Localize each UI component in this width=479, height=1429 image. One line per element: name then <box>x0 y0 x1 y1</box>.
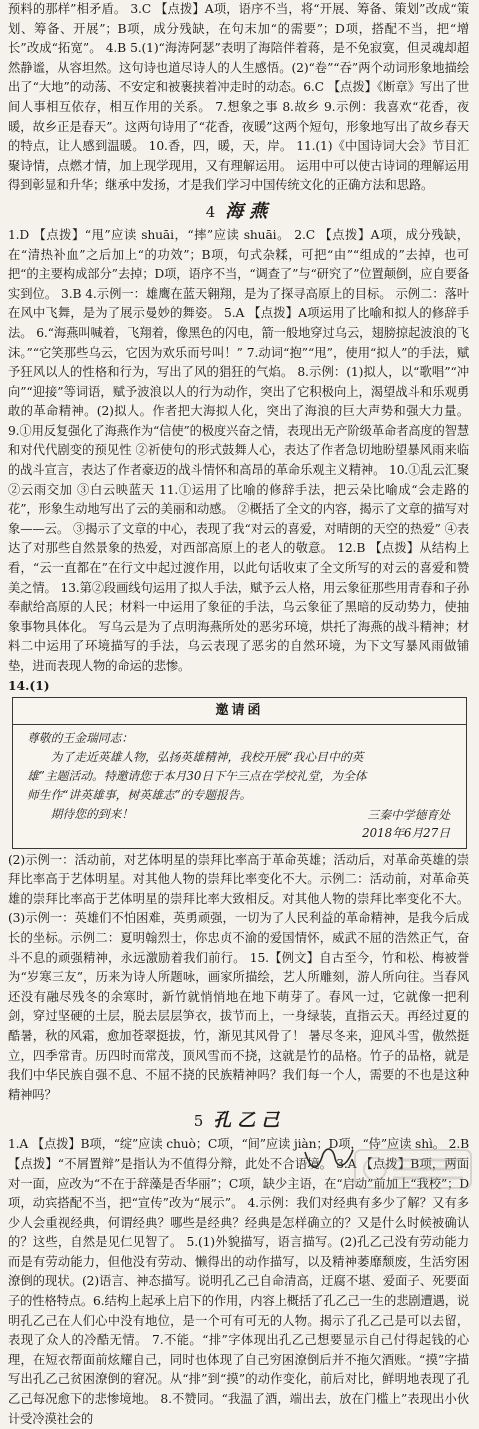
invitation-body-line-1: 为了走近英雄人物，弘扬英雄精神，我校开展“我心目中的英 <box>50 749 364 764</box>
section4-answers-part2: (2)示例一：活动前，对艺体明星的崇拜比率高于革命英雄；活动后，对革命英雄的崇拜比率高于艺体明星。对其他人物的崇拜比率变化不大。示例二：活动前，对革命英雄的崇拜比率高于艺体明星的崇拜比率大致相反。对其他人物的崇拜比率变化不大。(3)示例一：英雄们不怕困难，英勇顽强，一切为了人民利益的革命精神，是我今后成长的坐标。示例二：夏明翰烈士，你忠贞不渝的爱国情怀，威武不屈的浩然正气，奋斗不息的顽强精神，永远激励着我们前行。 15.【例文】自古至今，竹和松、梅被誉为“岁寒三友”，历来为诗人所题咏，画家所描绘，艺人所雕刻，游人所向往。当春风还没有融尽残冬的余寒时，新竹就悄悄地在地下萌芽了。春风一过，它就像一把利剑，穿过坚硬的土层，脱去层层笋衣，拔节而上，一身绿装，直指云天。再经过夏的酷暑，秋的风霜，愈加苍翠挺拔，竹，渐见其风骨了！ 暑尽冬来，迎风斗雪，傲然挺立，四季常青。历四时而常茂，顶风雪而不挠，这就是竹的品格。竹子的品格，就是我们中华民族自强不息、不屈不挠的民族精神吗？我们每一个人，需要的不也是这种精神吗？ <box>8 852 469 1102</box>
invitation-body-line-2: 雄”主题活动。特邀请您于本月30日下午三点在学校礼堂，为全体 <box>27 768 367 783</box>
watermark-logo-icon <box>353 1146 473 1192</box>
invitation-body-line-3: 师生作“讲英雄事，树英雄志”的专题报告。 <box>27 787 252 802</box>
invitation-closing: 期待您的到来！ <box>50 806 134 821</box>
question-14-label: 14.(1) <box>8 677 50 693</box>
section4-number: 4 <box>205 202 216 221</box>
section4-name: 海燕 <box>225 200 274 222</box>
section4-answers-part1: 1.D 【点拨】“甩”应读 shuāi，“摔”应读 shuāi。 2.C 【点拨】A项，成分残缺，在“清热补血”之后加上“的功效”；B项，句式杂糅，可把“由”“组成的”去掉，也可把“的主要构成部分”去掉；D项，语序不当，“调查了”与“研究了”位置颠倒，应自要备实到位。 3.B 4.示例一：雄鹰在蓝天翱翔，是为了探寻高原上的目标。 示例二：落叶在风中飞舞，是为了展示曼妙的舞姿。 5.A 【点拨】A项运用了比喻和拟人的修辞手法。 6.“海燕叫喊着，飞翔着，像黑色的闪电，箭一般地穿过乌云，翅膀掠起波浪的飞沫。”“它笑那些乌云，它因为欢乐而号叫！” 7.动词“抱”“甩”，使用“拟人”的手法，赋予狂风以人的性格和行为，写出了风的猖狂的气焰。 8.示例：(1)拟人，以“歌唱”“冲向”“迎接”等词语，赋予波浪以人的行为动作，突出了它积极向上，渴望战斗和乐观勇敢的革命精神。(2)拟人。作者把大海拟人化，突出了海浪的巨大声势和强大力量。 9.①用反复强化了海燕作为“信使”的极度兴奋之情，表现出无产阶级革命者高度的智慧和对代代剧变的预见性 ②祈使句的形式鼓舞人心，表达了作者急切地盼望暴风雨来临的战斗宣言，表达了作者豪迈的战斗情怀和高昂的革命乐观主义精神。 10.①乱云汇聚 ②云雨交加 ③白云映蓝天 11.①运用了比喻的修辞手法，把云朵比喻成“会走路的花”，形象生动地写出了云的美丽和动感。 ②概括了全文的内容，揭示了文章的描写对象——云。 ③揭示了文章的中心，表现了我“对云的喜爱，对晴朗的天空的热爱” ④表达了对那些自然景象的热爱，对西部高原上的老人的敬意。 12.B 【点拨】从结构上看，“云一直都在”在行文中起过渡作用，以此句话收束了全文所写的对云的喜爱和赞美之情。 13.第②段画线句运用了拟人手法，赋予云人格，用云象征那些用青春和子孙奉献给高原的人民；材料一中运用了象征的手法，乌云象征了黑暗的反动势力，使抽象事物具体化。 写乌云是为了点明海燕所处的恶劣环境，烘托了海燕的战斗精神；材料二中运用了环境描写的手法，乌云表现了恶劣的自然环境，为下文写暴风雨做铺垫，进而表现人物的命运的悲惨。 <box>8 227 469 673</box>
handwritten-mark-icon <box>299 1140 359 1180</box>
section5-answers: 1.A 【点拨】B项，“绽”应读 chuò；C项，“间”应读 jiàn；D项，“侍”应读 shì。 2.B 【点拨】“不屑置辩”是指认为不值得分辩，此处不合语境。 3.A 【点拨】B项，两面对一面，应改为“不在于辞藻是否华丽”；C项，缺少主语，在“启动”前加上“我校”；D项，动宾搭配不当，把“宣传”改为“展示”。 4.示例：我们对经典有多少了解？又有多少人会重视经典，何谓经典？哪些是经典？经典是怎样确立的？又是什么时候被确认的？这些，自然是见仁见智了。 5.(1)外貌描写，语言描写。(2)孔乙己没有劳动能力而是有劳动能力，但他没有劳动、懒得出的动作描写，以及精神萎靡颓废，生活穷困潦倒的现状。(2)语言、神态描写。说明孔乙己自命清高，迂腐不堪、爱面子、死要面子的性格特点。6.结构上起承上启下的作用，内容上概括了孔乙己一生的悲剧遭遇，说明孔乙己在人们心中没有地位，是一个可有可无的人物。揭示了孔乙己是可以去留，表现了众人的冷酷无情。 7.不能。“排”字体现出孔乙己想要显示自己付得起钱的心理，在短衣帮面前炫耀自己，同时也体现了自己穷困潦倒后并不拖欠酒账。“摸”字描写出孔乙己贫困潦倒的窘况。从“排”到“摸”的动作变化，前后对比，鲜明地表现了孔乙己每况愈下的悲惨境地。 8.不赞同。“我温了酒，端出去，放在门槛上”表现出小伙计受冷漠社会的 <box>8 1137 469 1426</box>
invitation-sender: 三秦中学德育处 <box>367 807 450 822</box>
section5-name: 孔乙己 <box>213 1110 286 1132</box>
invitation-salutation: 尊敬的王金瑞同志： <box>27 730 134 745</box>
invitation-date: 2018年6月27日 <box>362 825 450 840</box>
section5-number: 5 <box>193 1112 204 1131</box>
section3-tail-text: 预料的那样”相矛盾。 3.C 【点拨】A项，语序不当，将“开展、筹备、策划”改成“策划、筹备、开展”；B项，成分残缺，在句末加“的需要”；D项，搭配不当，把“增长”改成“拓宽”。 4.B 5.(1)“海涛阿瑟”表明了海陪伴着蒋，是不免寂寞，但灵魂却超然静谧，从容坦然。这句诗也道尽诗人的人生感悟。(2)“卷”“吞”两个动词形象地描绘出了“大地”的动荡、不安定和被裹挟着冲走时的动态。6.C 【点拨】《断章》写出了世间人事相互依存，相互作用的关系。 7.想象之事 8.故乡 9.示例：我喜欢“花香，夜暖，故乡正是春天”。这两句诗用了“花香，夜暖”这两个短句，形象地写出了故乡春天的特点，让人感到温暖。 10.香，四，暖，天，岸。 11.(1)《中国诗词大会》节目汇聚诗情，点燃才情，加上现学现用，又有理解运用。 运用中可以使古诗词的理解运用得到彰显和升华；继承中发扬，才是我们学习中国传统文化的正确方法和思路。 <box>8 2 469 193</box>
section4-title <box>0 198 479 225</box>
section5-title <box>0 1107 479 1134</box>
invitation-title: 邀请函 <box>13 698 466 725</box>
invitation-letter-box <box>12 697 467 849</box>
